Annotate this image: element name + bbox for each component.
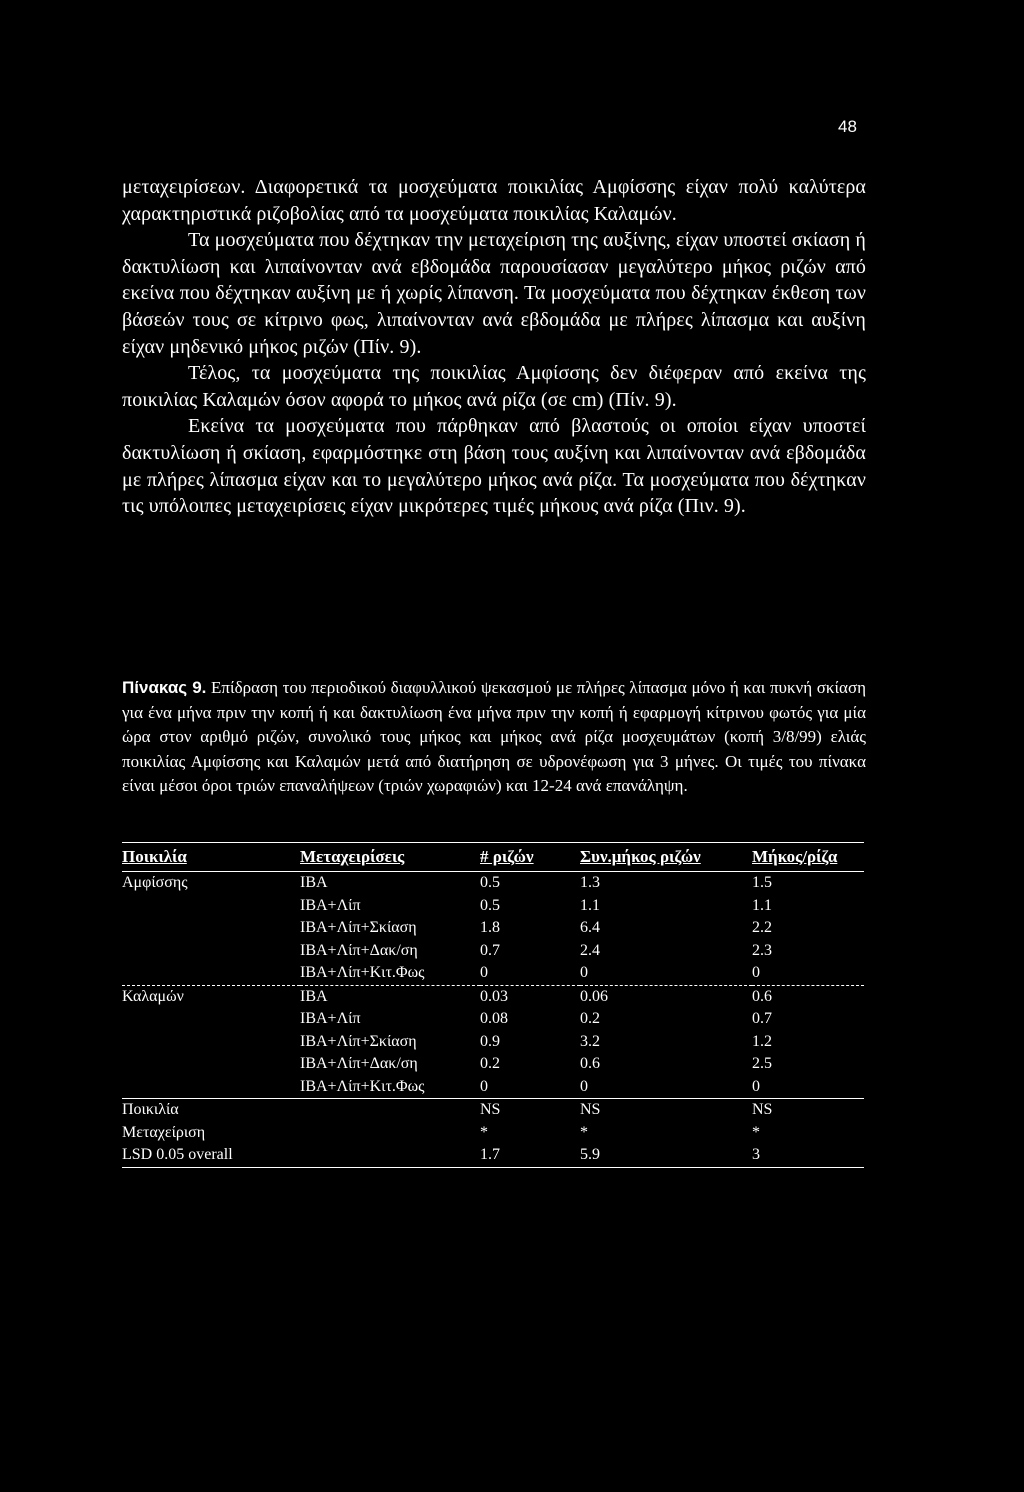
cell-treatment: ΙΒΑ+Λίπ+Σκίαση (300, 1032, 417, 1050)
cell-length-per-root: 1.2 (752, 1032, 772, 1050)
cell-root-count: 0.7 (480, 941, 500, 959)
cell-root-count: 0.2 (480, 1055, 500, 1072)
cell-root-count: 1.7 (480, 1146, 500, 1163)
cell-length-per-root: 3 (752, 1146, 760, 1163)
cell-root-count: 0 (480, 964, 488, 981)
cell-length-per-root: 1.1 (752, 896, 772, 914)
table-row (122, 1008, 864, 1031)
cell-root-count: 0 (480, 1077, 488, 1095)
table-row (122, 1144, 864, 1167)
cell-root-count: 0.9 (480, 1032, 500, 1050)
cell-treatment: ΙΒΑ+Λίπ+Δακ/ση (300, 1055, 418, 1072)
cell-treatment: ΙΒΑ+Λίπ+Κιτ.Φως (300, 964, 425, 981)
table-row (122, 917, 864, 940)
cell-cultivar (122, 1031, 300, 1054)
cell-cultivar: LSD 0.05 overall (122, 1146, 233, 1163)
caption-label: Πίνακας 9. (122, 678, 207, 697)
cell-root-count: 1.8 (480, 919, 500, 936)
cell-root-count: 0.08 (480, 1010, 508, 1027)
cell-total-length: 0.6 (580, 1055, 600, 1072)
cell-treatment: ΙΒΑ+Λίπ (300, 896, 361, 914)
paragraph: Τέλος, τα μοσχεύματα της ποικιλίας Αμφίσσης δεν διέφεραν από εκείνα της ποικιλίας Καλαμών όσον αφορά το μήκος ανά ρίζα (σε cm) (Πίν. 9). (122, 362, 866, 411)
cell-treatment: ΙΒΑ (300, 987, 328, 1005)
cell-cultivar: Ποικιλία (122, 1101, 179, 1118)
cell-cultivar (122, 962, 300, 985)
cell-length-per-root: 2.2 (752, 919, 772, 936)
cell-total-length: 2.4 (580, 941, 600, 959)
table-row (122, 1099, 864, 1122)
table-row (122, 872, 864, 895)
cell-root-count: * (480, 1123, 488, 1141)
cell-cultivar: Καλαμών (122, 987, 184, 1005)
cell-treatment: ΙΒΑ+Λίπ+Δακ/ση (300, 941, 418, 959)
cell-total-length: NS (580, 1101, 601, 1118)
cell-root-count: 0.5 (480, 896, 500, 914)
table-row (122, 1031, 864, 1054)
paragraph: Εκείνα τα μοσχεύματα που πάρθηκαν από βλαστούς οι οποίοι είχαν υποστεί δακτυλίωση ή σκίαση, εφαρμόστηκε στη βάση τους αυξίνη και λιπαίνονταν ανά εβδομάδα με πλήρες λίπασμα είχαν και το μεγαλύτερο μήκος ανά ρίζα. Τα μοσχεύματα που δέχτηκαν τις υπόλοιπες μεταχειρίσεις είχαν μικρότερες τιμές μήκους ανά ρίζα (Πιν. 9). (122, 415, 866, 518)
cell-length-per-root: 0 (752, 964, 760, 981)
cell-total-length: 3.2 (580, 1032, 600, 1050)
cell-cultivar (122, 1053, 300, 1076)
header-length-per-root: Μήκος/ρίζα (752, 847, 838, 866)
cell-length-per-root: NS (752, 1101, 773, 1118)
cell-length-per-root: 0.6 (752, 987, 772, 1005)
cell-treatment (300, 1122, 480, 1145)
cell-cultivar (122, 1076, 300, 1099)
paragraph: Τα μοσχεύματα που δέχτηκαν την μεταχείριση της αυξίνης, είχαν υποστεί σκίαση ή δακτυλίωση και λιπαίνονταν ανά εβδομάδα παρουσίασαν μεγαλύτερο μήκος ριζών από εκείνα που δέχτηκαν αυξίνη με ή χωρίς λίπανση. Τα μοσχεύματα που δέχτηκαν έκθεση των βάσεών τους σε κίτρινο φως, λιπαίνονταν ανά εβδομάδα με πλήρες λίπασμα και αυξίνη είχαν μηδενικό μήκος ριζών (Πίν. 9). (122, 229, 866, 358)
cell-length-per-root: * (752, 1123, 760, 1141)
cell-cultivar (122, 895, 300, 918)
table-caption (122, 676, 866, 799)
cell-length-per-root: 2.5 (752, 1055, 772, 1072)
caption-text: Επίδραση του περιοδικού διαφυλλικού ψεκασμού με πλήρες λίπασμα μόνο ή και πυκνή σκίαση για ένα μήνα πριν την κοπή ή και δακτυλίωση ένα μήνα πριν την κοπή ή εφαρμογή κίτρινου φωτός για μία ώρα στον αριθμό ριζών, συνολικό τους μήκος και μήκος ανά ρίζα μοσχευμάτων (κοπή 3/8/99) ελιάς ποικιλίας Αμφίσσης και Καλαμών μετά από διατήρηση σε υδρονέφωση για 3 μήνες. Οι τιμές του πίνακα είναι μέσοι όροι τριών επαναλήψεων (τριών χωραφιών) και 12-24 ανά επανάληψη. (122, 678, 867, 795)
cell-treatment: ΙΒΑ (300, 874, 328, 891)
cell-total-length: * (580, 1123, 588, 1141)
cell-cultivar (122, 1008, 300, 1031)
table-header-row (122, 843, 864, 872)
table-row (122, 985, 864, 1008)
cell-total-length: 5.9 (580, 1146, 600, 1163)
table-row (122, 895, 864, 918)
table-row (122, 940, 864, 963)
cell-treatment (300, 1144, 480, 1167)
cell-cultivar: Αμφίσσης (122, 874, 188, 891)
cell-cultivar (122, 940, 300, 963)
header-treatments: Μεταχειρίσεις (300, 847, 405, 866)
cell-total-length: 0.06 (580, 987, 608, 1005)
table-row (122, 962, 864, 985)
cell-root-count: 0.03 (480, 987, 508, 1005)
cell-total-length: 1.3 (580, 874, 600, 891)
body-text (122, 174, 866, 520)
cell-root-count: NS (480, 1101, 501, 1118)
cell-root-count: 0.5 (480, 874, 500, 891)
cell-length-per-root: 0 (752, 1077, 760, 1095)
cell-total-length: 0.2 (580, 1010, 600, 1027)
cell-length-per-root: 1.5 (752, 874, 772, 891)
cell-treatment: ΙΒΑ+Λίπ (300, 1010, 361, 1027)
cell-treatment (300, 1099, 480, 1122)
cell-total-length: 0 (580, 1077, 588, 1095)
header-root-count: # ριζών (480, 847, 534, 866)
cell-total-length: 6.4 (580, 919, 600, 936)
page-number: 48 (838, 117, 857, 136)
paragraph: μεταχειρίσεων. Διαφορετικά τα μοσχεύματα ποικιλίας Αμφίσσης είχαν πολύ καλύτερα χαρακτηριστικά ριζοβολίας από τα μοσχεύματα ποικιλίας Καλαμών. (122, 176, 866, 225)
results-table (122, 842, 864, 1168)
cell-cultivar (122, 917, 300, 940)
cell-length-per-root: 0.7 (752, 1010, 772, 1027)
cell-total-length: 0 (580, 964, 588, 981)
table-row (122, 1053, 864, 1076)
cell-total-length: 1.1 (580, 896, 600, 914)
header-total-root-length: Συν.μήκος ριζών (580, 847, 701, 866)
cell-treatment: ΙΒΑ+Λίπ+Σκίαση (300, 919, 417, 936)
table-row (122, 1076, 864, 1099)
table-row (122, 1122, 864, 1145)
cell-treatment: ΙΒΑ+Λίπ+Κιτ.Φως (300, 1077, 425, 1095)
cell-cultivar: Μεταχείριση (122, 1123, 206, 1141)
header-cultivar: Ποικιλία (122, 847, 187, 866)
cell-length-per-root: 2.3 (752, 941, 772, 959)
